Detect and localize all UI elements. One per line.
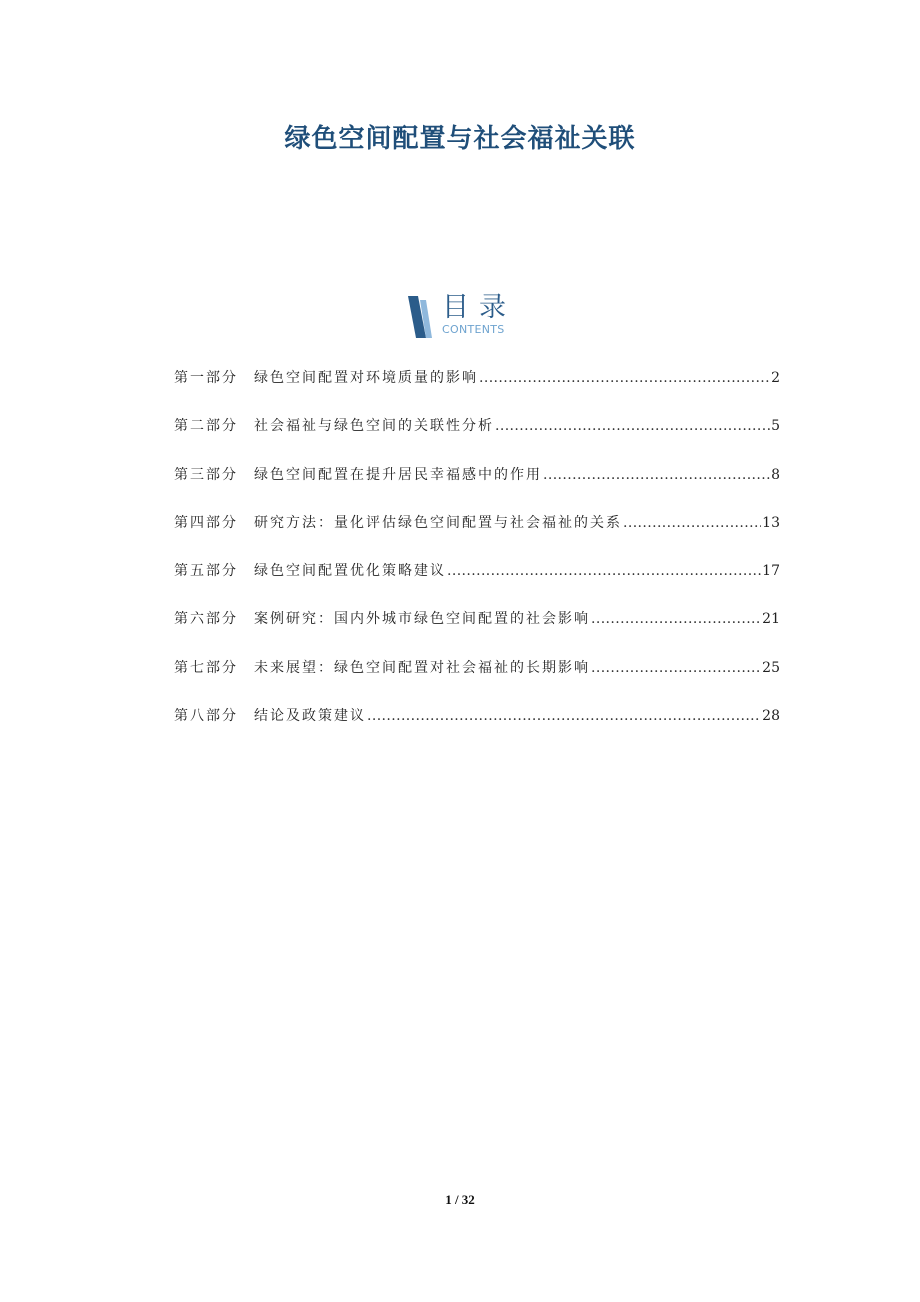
toc-entry[interactable] bbox=[174, 561, 780, 609]
toc-list bbox=[174, 368, 780, 754]
toc-entry-page: 17 bbox=[762, 563, 780, 580]
toc-entry[interactable] bbox=[174, 368, 780, 416]
toc-entry-page: 8 bbox=[771, 466, 780, 483]
toc-entry[interactable] bbox=[174, 658, 780, 706]
toc-entry-title: 研究方法：量化评估绿色空间配置与社会福祉的关系 bbox=[254, 514, 622, 531]
toc-entry[interactable] bbox=[174, 513, 780, 561]
toc-entry-page: 21 bbox=[762, 611, 780, 628]
toc-header bbox=[406, 292, 526, 340]
toc-entry-title: 绿色空间配置在提升居民幸福感中的作用 bbox=[254, 466, 542, 483]
toc-entry[interactable] bbox=[174, 609, 780, 657]
toc-entry-part: 第八部分 bbox=[174, 708, 238, 725]
toc-dot-leader bbox=[447, 561, 761, 581]
toc-entry[interactable] bbox=[174, 465, 780, 513]
document-title: 绿色空间配置与社会福祉关联 bbox=[284, 124, 636, 154]
toc-dot-leader bbox=[623, 513, 761, 533]
toc-entry-page: 25 bbox=[762, 659, 780, 676]
toc-dot-leader bbox=[495, 416, 770, 436]
toc-dot-leader bbox=[543, 465, 770, 485]
toc-entry[interactable] bbox=[174, 416, 780, 464]
toc-entry-part: 第二部分 bbox=[174, 418, 238, 435]
toc-entry-title: 社会福祉与绿色空间的关联性分析 bbox=[254, 418, 494, 435]
toc-entry-page: 2 bbox=[771, 370, 780, 386]
toc-dot-leader bbox=[591, 658, 761, 678]
toc-entry-part: 第四部分 bbox=[174, 514, 238, 531]
toc-entry-part: 第六部分 bbox=[174, 611, 238, 628]
toc-entry-title: 结论及政策建议 bbox=[254, 708, 366, 725]
toc-entry-part: 第三部分 bbox=[174, 466, 238, 483]
toc-entry-title: 案例研究：国内外城市绿色空间配置的社会影响 bbox=[254, 611, 590, 628]
page-number: 1 / 32 bbox=[445, 1192, 475, 1207]
toc-dot-leader bbox=[591, 609, 761, 629]
book-spine-icon bbox=[406, 296, 432, 338]
toc-entry-part: 第七部分 bbox=[174, 659, 238, 676]
toc-entry-title: 未来展望：绿色空间配置对社会福祉的长期影响 bbox=[254, 659, 590, 676]
toc-entry-page: 28 bbox=[762, 708, 780, 725]
toc-entry-page: 13 bbox=[762, 514, 780, 531]
toc-dot-leader bbox=[367, 706, 761, 726]
toc-entry[interactable] bbox=[174, 706, 780, 754]
toc-subheading: CONTENTS bbox=[442, 323, 505, 336]
toc-dot-leader bbox=[479, 368, 770, 388]
toc-heading: 目录 bbox=[442, 292, 516, 323]
toc-entry-page: 5 bbox=[771, 418, 780, 435]
toc-entry-part: 第五部分 bbox=[174, 563, 238, 580]
toc-entry-title: 绿色空间配置对环境质量的影响 bbox=[254, 370, 478, 386]
toc-entry-part: 第一部分 bbox=[174, 370, 238, 386]
toc-entry-title: 绿色空间配置优化策略建议 bbox=[254, 563, 446, 580]
